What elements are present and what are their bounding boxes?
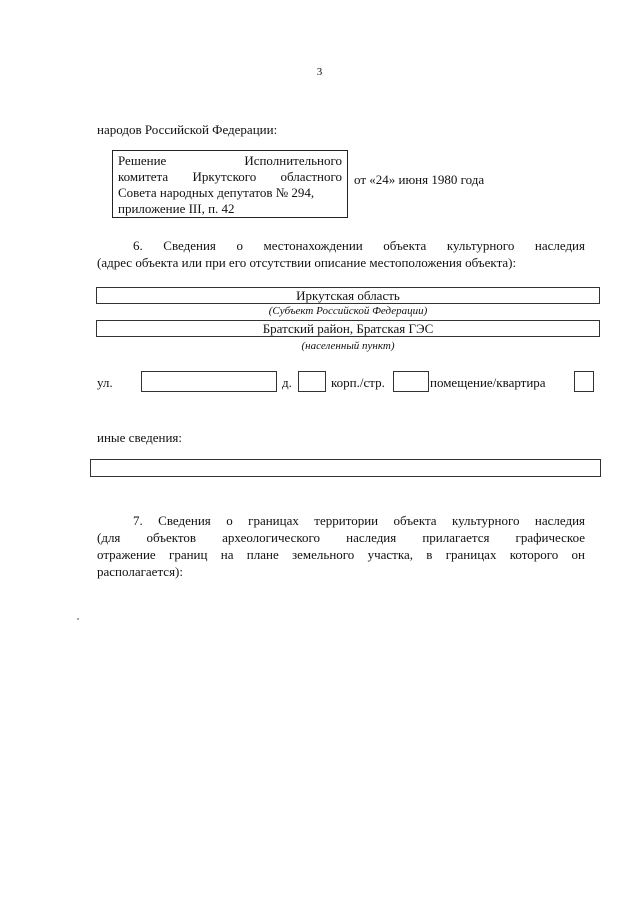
decision-line-3: Совета народных депутатов № 294,	[118, 185, 315, 200]
building-input[interactable]	[393, 371, 429, 392]
page-number: 3	[316, 66, 323, 78]
region-caption: (Субъект Российской Федерации)	[268, 305, 428, 317]
region-value: Иркутская область	[296, 288, 400, 303]
locality-caption: (населенный пункт)	[301, 340, 395, 352]
decision-line-2: комитета Иркутского областного	[118, 169, 342, 184]
locality-value: Братский район, Братская ГЭС	[262, 321, 434, 336]
other-info-input[interactable]	[90, 459, 601, 477]
section7-line-2: (для объектов археологического наследия прилагается графическое	[97, 530, 585, 545]
street-input[interactable]	[141, 371, 277, 392]
apartment-label: помещение/квартира	[430, 375, 546, 390]
decision-box	[112, 150, 348, 218]
street-label: ул.	[97, 375, 113, 390]
section7-line-3: отражение границ на плане земельного участка, в границах которого он	[97, 547, 585, 562]
section6-heading: 6. Сведения о местонахождении объекта культурного наследия	[133, 238, 585, 253]
decision-line-1: Решение Исполнительного	[118, 153, 342, 168]
other-info-label: иные сведения:	[97, 430, 182, 445]
intro-line: народов Российской Федерации:	[97, 122, 278, 137]
locality-field[interactable]	[96, 320, 600, 337]
apartment-input[interactable]	[574, 371, 594, 392]
region-field[interactable]	[96, 287, 600, 304]
section6-subheading: (адрес объекта или при его отсутствии описание местоположения объекта):	[97, 255, 517, 270]
decision-line-4: приложение III, п. 42	[118, 201, 235, 216]
section7-heading: 7. Сведения о границах территории объекта культурного наследия	[133, 513, 585, 528]
building-label: корп./стр.	[331, 375, 385, 390]
house-input[interactable]	[298, 371, 326, 392]
decision-date: от «24» июня 1980 года	[354, 172, 485, 187]
house-label: д.	[282, 375, 292, 390]
scan-speck	[77, 618, 79, 620]
section7-line-4: располагается):	[97, 564, 183, 579]
